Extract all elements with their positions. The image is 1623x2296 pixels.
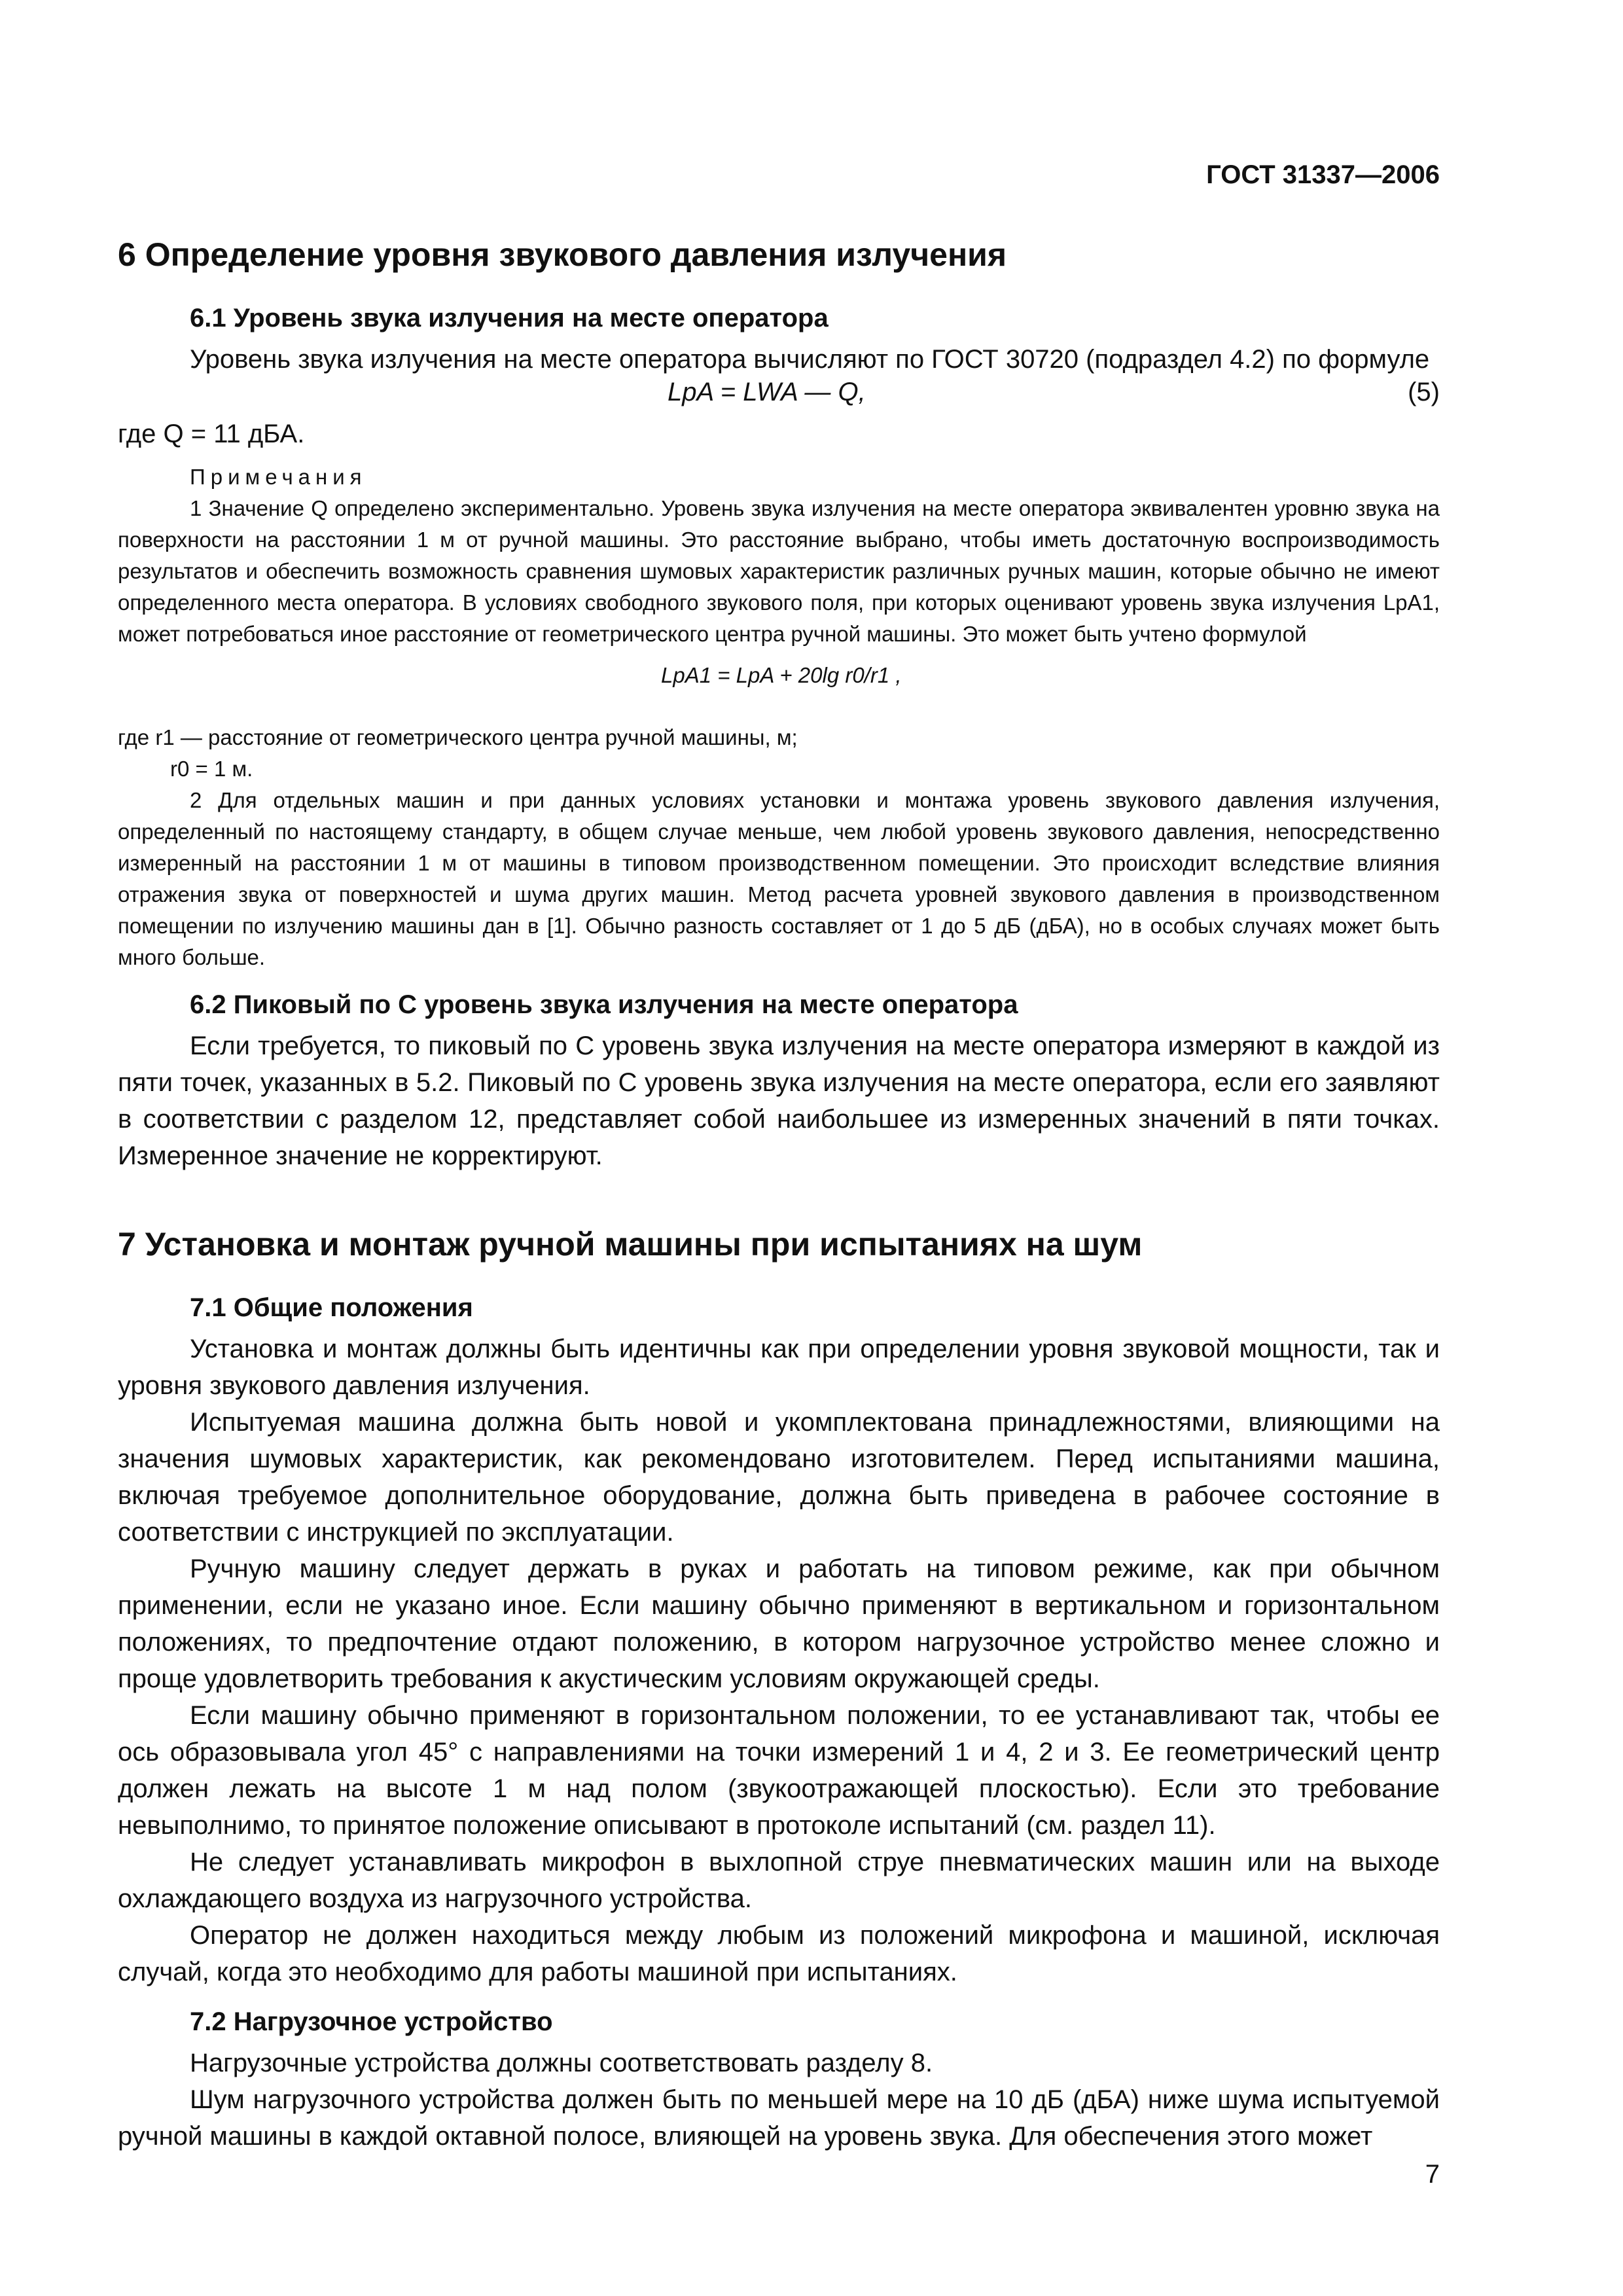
formula-5	[118, 378, 1440, 416]
section-6-title: 6 Определение уровня звукового давления излучения	[118, 236, 1007, 273]
subsection-7-1-heading: 7.1 Общие положения	[190, 1293, 473, 1322]
subsection-7-2-heading: 7.2 Нагрузочное устройство	[190, 2007, 553, 2036]
subsection-6-2-heading: 6.2 Пиковый по С уровень звука излучения на месте оператора	[190, 990, 1018, 1019]
formula-lpa1-expression: LpA1 = LpA + 20lg r0/r1 ,	[661, 663, 902, 687]
paragraph-6-1-intro: Уровень звука излучения на месте оператора вычисляют по ГОСТ 30720 (подраздел 4.2) по формуле	[190, 345, 1430, 374]
formula-lpa1-where-line2: r0 = 1 м.	[170, 757, 253, 781]
subsection-6-1-heading: 6.1 Уровень звука излучения на месте оператора	[190, 304, 829, 332]
paragraph-6-2: Если требуется, то пиковый по С уровень звука излучения на месте оператора измеряют в каждой из пяти точек, указанных в 5.2. Пиковый по С уровень звука излучения на месте оператора, если его заявляют в соответствии с разделом 12, представляет собой наибольшее из измеренных значений в пяти точках. Измеренное значение не корректируют.	[118, 1031, 1440, 1170]
paragraph-7-1-3: Ручную машину следует держать в руках и работать на типовом режиме, как при обычном применении, если не указано иное. Если машину обычно применяют в вертикальном и горизонтальном положениях, то предпочтение отдают положению, в котором нагрузочное устройство менее сложно и проще удовлетворить требования к акустическим условиям окружающей среды.	[118, 1554, 1440, 1693]
paragraph-7-2-1: Нагрузочные устройства должны соответствовать разделу 8.	[190, 2049, 933, 2077]
page-number: 7	[1425, 2160, 1440, 2189]
paragraph-7-2-2: Шум нагрузочного устройства должен быть по меньшей мере на 10 дБ (дБА) ниже шума испытуемой ручной машины в каждой октавной полосе, влияющей на уровень звука. Для обеспечения этого может	[118, 2085, 1440, 2151]
paragraph-7-1-6: Оператор не должен находиться между любым из положений микрофона и машиной, исключая случай, когда это необходимо для работы машиной при испытаниях.	[118, 1921, 1440, 1986]
document-id: ГОСТ 31337—2006	[1206, 160, 1440, 189]
paragraph-7-1-4: Если машину обычно применяют в горизонтальном положении, то ее устанавливают так, чтобы ее ось образовывала угол 45° с направлениями на точки измерений 1 и 4, 2 и 3. Ее геометрический центр должен лежать на высоте 1 м над полом (звукоотражающей плоскостью). Если это требование невыполнимо, то принятое положение описывают в протоколе испытаний (см. раздел 11).	[118, 1701, 1440, 1840]
formula-5-expression: LpA = LWA — Q,	[668, 378, 866, 406]
formula-lpa1	[118, 650, 1440, 722]
note-1: 1 Значение Q определено экспериментально. Уровень звука излучения на месте оператора эквивалентен уровню звука на поверхности на расстоянии 1 м от ручной машины. Это расстояние выбрано, чтобы иметь достаточную воспроизводимость результатов и обеспечить возможность сравнения шумовых характеристик различных ручных машин, которые обычно не имеют определенного места оператора. В условиях свободного звукового поля, при которых оценивают уровень звука излучения LpA1, может потребоваться иное расстояние от геометрического центра ручной машины. Это может быть учтено формулой	[118, 496, 1440, 646]
paragraph-7-1-1: Установка и монтаж должны быть идентичны как при определении уровня звуковой мощности, так и уровня звукового давления излучения.	[118, 1335, 1440, 1400]
page-content	[118, 151, 1440, 2155]
formula-5-where: где Q = 11 дБА.	[118, 420, 305, 448]
formula-lpa1-where-line1: где r1 — расстояние от геометрического центра ручной машины, м;	[118, 725, 798, 749]
notes-label: Примечания	[190, 465, 367, 489]
note-2: 2 Для отдельных машин и при данных условиях установки и монтажа уровень звукового давления излучения, определенный по настоящему стандарту, в общем случае меньше, чем любой уровень звукового давления, непосредственно измеренный на расстоянии 1 м от машины в типовом производственном помещении. Это происходит вследствие влияния отражения звука от поверхностей и шума других машин. Метод расчета уровней звукового давления в производственном помещении по излучению машины дан в [1]. Обычно разность составляет от 1 до 5 дБ (дБА), но в особых случаях может быть много больше.	[118, 788, 1440, 969]
paragraph-7-1-2: Испытуемая машина должна быть новой и укомплектована принадлежностями, влияющими на значения шумовых характеристик, как рекомендовано изготовителем. Перед испытаниями машина, включая требуемое дополнительное оборудование, должна быть приведена в рабочее состояние в соответствии с инструкцией по эксплуатации.	[118, 1408, 1440, 1547]
section-7-title: 7 Установка и монтаж ручной машины при испытаниях на шум	[118, 1226, 1143, 1263]
formula-5-number: (5)	[1408, 378, 1440, 406]
paragraph-7-1-5: Не следует устанавливать микрофон в выхлопной струе пневматических машин или на выходе охлаждающего воздуха из нагрузочного устройства.	[118, 1848, 1440, 1913]
